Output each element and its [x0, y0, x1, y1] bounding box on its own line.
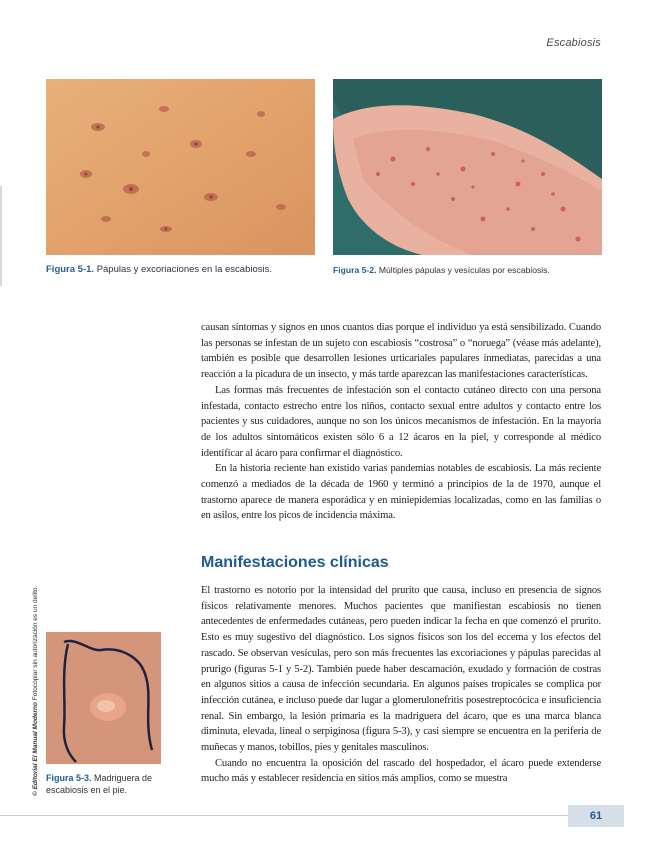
figure-5-2-caption [333, 264, 605, 276]
figure-caption-text: Múltiples pápulas y vesículas por escabiosis. [378, 265, 550, 275]
body-text-top [201, 320, 601, 524]
figure-label: Figura 5-2. [333, 265, 377, 275]
paragraph: El trastorno es notorio por la intensidad del prurito que causa, incluso en presencia de signos físicos relativamente menores. Muchos pacientes que manifiestan escabiosis no tienen antecedentes de enfermedades cutáneas, pero pueden indicar la fecha en que comenzó el prurito. Esto es muy sugestivo del diagnóstico. Los signos físicos son los del eccema y los efectos del rascado. Se observan vesículas, pero son más frecuentes las excoriaciones y pápulas parecidas al prurigo (figuras 5-1 y 5-2). También puede haber descamación, exudado y formación de costras en algunos sitios a causa de infección secundaria. En algunos países tropicales se complica por infección cutánea, e incluso puede dar lugar a glomerulonefritis posestreptocócica e insuficiencia renal. Sin embargo, la lesión primaria es la madriguera del ácaro, que es una marca blanca diminuta, elevada, lineal o serpiginosa (figura 5-3), y casi siempre se encuentra en la periferia de muñecas y manos, tobillos, pies y genitales masculinos. [201, 585, 601, 754]
paragraph: Cuando no encuentra la oposición del rascado del hospedador, el ácaro puede extenderse mucho más y establecer residencia en sitios más amplios, como se muestra [201, 757, 601, 785]
paragraph: Las formas más frecuentes de infestación son el contacto cutáneo directo con una persona infestada, contacto estrecho entre los niños, contacto sexual entre adultos y contacto entre los pacientes y sus cuidadores, aunque no son los únicos mecanismos de infestación. En la mayoría de los adultos sintomáticos existen sólo 6 a 12 ácaros en la piel, y corresponde al médico identificar al ácaro para confirmar el diagnóstico. [201, 384, 601, 459]
section-heading: Manifestaciones clínicas [201, 554, 389, 571]
figure-5-1-caption [46, 264, 318, 276]
figure-label: Figura 5-1. [46, 264, 95, 275]
footer-rule [0, 815, 568, 816]
figure-caption-text: Madriguera de escabiosis en el pie. [46, 773, 153, 795]
figure-5-1-image [46, 79, 315, 255]
figure-caption-text: Pápulas y excoriaciones en la escabiosis. [96, 264, 273, 275]
body-text-bottom [201, 583, 601, 787]
figure-5-3-caption [46, 772, 170, 796]
paragraph: En la historia reciente han existido varias pandemias notables de escabiosis. La más reciente comenzó a mediados de la década de 1960 y terminó a principios de la de 1970, aunque el trastorno aparece de manera esporádica y en miniepidemias localizadas, como en las familias o en asilos, entre los picos de incidencia máxima. [201, 463, 601, 522]
copyright-notice [32, 566, 39, 796]
figure-5-2-image [333, 79, 602, 255]
page-number: 61 [568, 805, 624, 827]
paragraph: causan síntomas y signos en unos cuantos días porque el individuo ya está sensibilizado. Cuando las personas se infestan de un sujeto con escabiosis “costrosa” o “noruega” (véase más adelante), también es posible que desarrollen lesiones urticariales papulares inmediatas, parecidas a una reacción a la picadura de un insecto, y más tarde aparezcan las manifestaciones características. [201, 322, 601, 381]
margin-rule [0, 186, 2, 286]
copyright-publisher: © Editorial El Manual Moderno [32, 702, 39, 796]
running-title: Escabiosis [546, 37, 601, 49]
figure-label: Figura 5-3. [46, 773, 92, 783]
copyright-text: Fotocopiar sin autorización es un delito. [32, 585, 39, 701]
figure-5-3-image [46, 632, 161, 764]
